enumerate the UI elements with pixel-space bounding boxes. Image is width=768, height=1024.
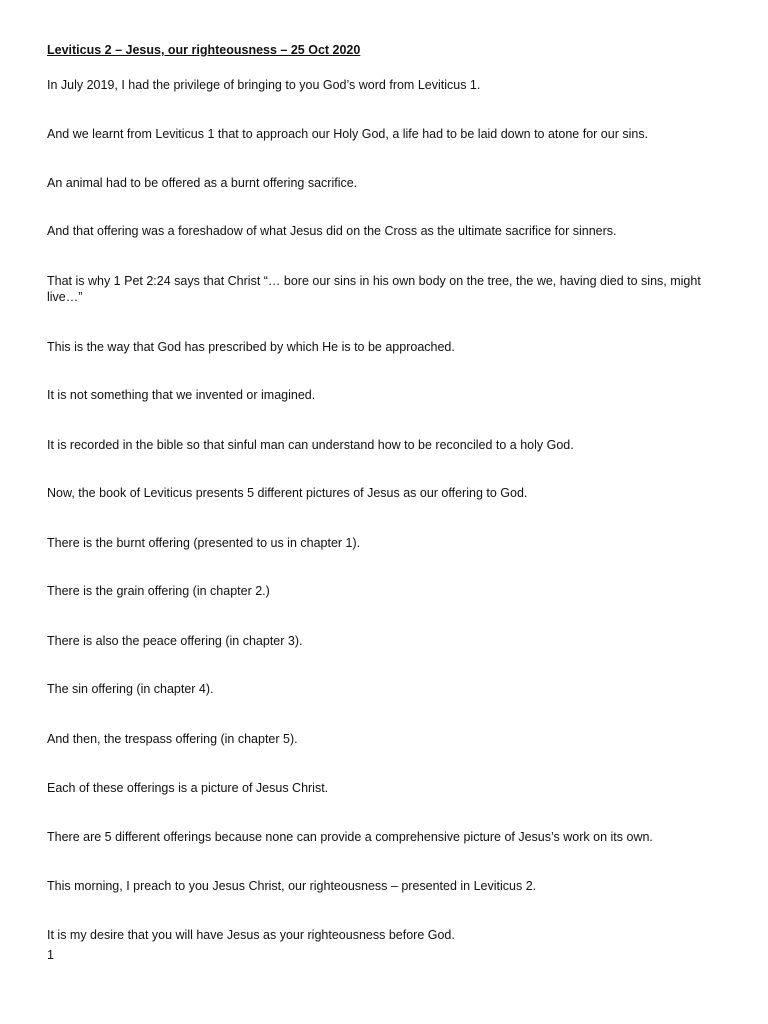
paragraph: An animal had to be offered as a burnt offering sacrifice. bbox=[47, 176, 358, 190]
paragraph: It is not something that we invented or imagined. bbox=[47, 388, 316, 402]
paragraph: And then, the trespass offering (in chapter 5). bbox=[47, 732, 298, 746]
paragraph: In July 2019, I had the privilege of bringing to you God’s word from Leviticus 1. bbox=[47, 78, 481, 92]
paragraph: There are 5 different offerings because none can provide a comprehensive picture of Jesus’s work on its own. bbox=[47, 830, 653, 844]
paragraph: And we learnt from Leviticus 1 that to approach our Holy God, a life had to be laid down to atone for our sins. bbox=[47, 127, 649, 141]
paragraph: And that offering was a foreshadow of what Jesus did on the Cross as the ultimate sacrifice for sinners. bbox=[47, 224, 617, 238]
paragraph: There is the grain offering (in chapter 2.) bbox=[47, 584, 270, 598]
page-number: 1 bbox=[47, 948, 54, 962]
paragraph: Now, the book of Leviticus presents 5 different pictures of Jesus as our offering to God. bbox=[47, 486, 528, 500]
document-title: Leviticus 2 – Jesus, our righteousness – 25 Oct 2020 bbox=[47, 43, 361, 57]
paragraph: This is the way that God has prescribed by which He is to be approached. bbox=[47, 340, 455, 354]
paragraph: Each of these offerings is a picture of Jesus Christ. bbox=[47, 781, 329, 795]
paragraph: There is the burnt offering (presented to us in chapter 1). bbox=[47, 536, 361, 550]
paragraph: It is recorded in the bible so that sinful man can understand how to be reconciled to a holy God. bbox=[47, 438, 574, 452]
paragraph: That is why 1 Pet 2:24 says that Christ “… bore our sins in his own body on the tree, the we, having died to sins, might live…” bbox=[47, 274, 701, 304]
paragraph: The sin offering (in chapter 4). bbox=[47, 682, 214, 696]
paragraph: This morning, I preach to you Jesus Christ, our righteousness – presented in Leviticus 2. bbox=[47, 879, 537, 893]
paragraph: It is my desire that you will have Jesus as your righteousness before God. bbox=[47, 928, 455, 942]
paragraph: There is also the peace offering (in chapter 3). bbox=[47, 634, 303, 648]
